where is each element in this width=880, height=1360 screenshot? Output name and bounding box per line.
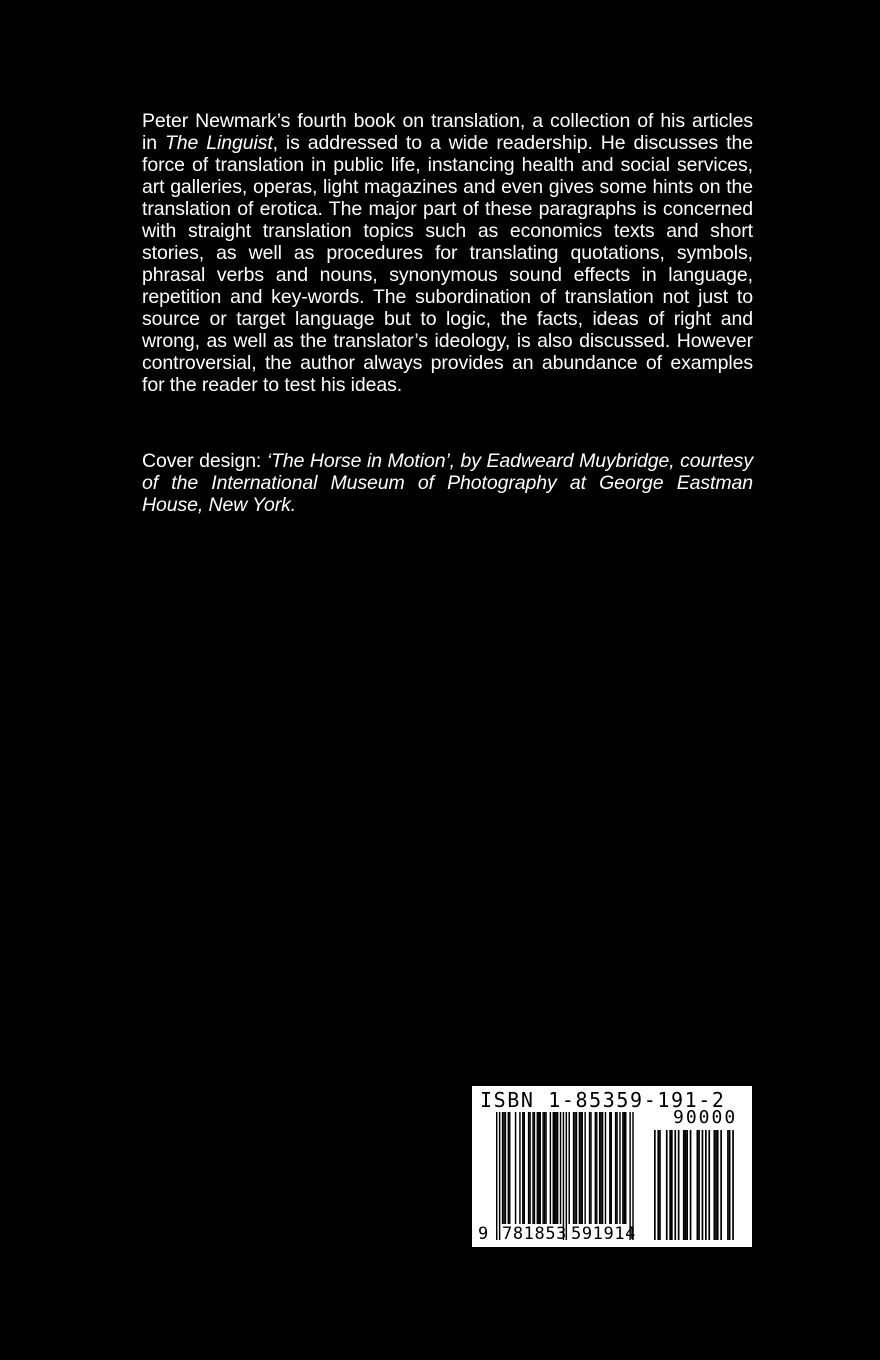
addon-bar bbox=[708, 1130, 710, 1240]
barcode-bar bbox=[576, 1112, 577, 1224]
barcode-bar bbox=[609, 1112, 610, 1224]
barcode-bar bbox=[499, 1112, 500, 1240]
barcode-bar bbox=[600, 1112, 601, 1224]
barcode-bar bbox=[557, 1112, 558, 1224]
addon-bar bbox=[686, 1130, 688, 1240]
ean-first-digit: 9 bbox=[478, 1224, 489, 1244]
ean-right-digits: 591914 bbox=[571, 1224, 637, 1244]
barcode-bar bbox=[584, 1112, 585, 1224]
addon-bar bbox=[715, 1130, 717, 1240]
addon-bar bbox=[698, 1130, 700, 1240]
addon-bar bbox=[720, 1130, 722, 1240]
cover-credit-label: Cover design: bbox=[142, 450, 267, 472]
addon-bar bbox=[732, 1130, 734, 1240]
barcode-bar bbox=[622, 1112, 623, 1224]
barcode-bar bbox=[582, 1112, 583, 1224]
addon-bar bbox=[705, 1130, 707, 1240]
addon-bar bbox=[685, 1130, 687, 1240]
barcode-bar bbox=[569, 1112, 570, 1224]
barcode-bar bbox=[580, 1112, 581, 1224]
barcode-bar bbox=[508, 1112, 509, 1224]
barcode-bar bbox=[590, 1112, 591, 1224]
barcode-bar bbox=[560, 1112, 561, 1224]
price-addon-number: 90000 bbox=[673, 1107, 738, 1128]
addon-bar bbox=[654, 1130, 656, 1240]
addon-bar bbox=[690, 1130, 692, 1240]
barcode-bar bbox=[528, 1112, 529, 1224]
addon-bar bbox=[666, 1130, 668, 1240]
barcode-bar bbox=[596, 1112, 597, 1224]
barcode-bar bbox=[496, 1112, 497, 1240]
journal-title: The Linguist bbox=[164, 132, 273, 154]
barcode-bar bbox=[566, 1112, 567, 1240]
addon-bar bbox=[683, 1130, 685, 1240]
addon-bar bbox=[671, 1130, 673, 1240]
cover-credit-text: ‘The Horse in Motion’, by Eadweard Muybridge, courtesy of the International Museum of Photography at George Eastman House, New York. bbox=[142, 450, 753, 516]
barcode-bar bbox=[509, 1112, 510, 1224]
barcode-bar bbox=[574, 1112, 575, 1224]
barcode-bar bbox=[540, 1112, 541, 1224]
barcode-bar bbox=[589, 1112, 590, 1224]
addon-bar bbox=[659, 1130, 661, 1240]
barcode-bar bbox=[595, 1112, 596, 1224]
barcode-bar bbox=[550, 1112, 551, 1224]
barcode-bar bbox=[619, 1112, 620, 1224]
barcode-bar bbox=[519, 1112, 520, 1224]
barcode-bar bbox=[502, 1112, 503, 1224]
isbn-barcode bbox=[472, 1086, 752, 1247]
isbn-number: ISBN 1-85359-191-2 bbox=[480, 1088, 726, 1112]
barcode-bar bbox=[529, 1112, 530, 1224]
barcode-bar bbox=[544, 1112, 545, 1224]
barcode-bar bbox=[602, 1112, 603, 1224]
barcode-bar bbox=[505, 1112, 506, 1224]
addon-bar bbox=[702, 1130, 704, 1240]
barcode-bar bbox=[563, 1112, 564, 1240]
addon-bar bbox=[717, 1130, 719, 1240]
description-text-start: Peter Newmark’s fourth book on translation, a collection of his articles in bbox=[142, 110, 753, 154]
barcode-bar bbox=[515, 1112, 516, 1224]
barcode-bar bbox=[554, 1112, 555, 1224]
description-text-rest: , is addressed to a wide readership. He discusses the force of translation in public life, instancing health and social services, art galleries, operas, light magazines and even gives some hints on the translation of erotica. The major part of these paragraphs is concerned with straight translation topics such as economics texts and short stories, as well as procedures for translating quotations, symbols, phrasal verbs and nouns, synonymous sound effects in language, repetition and key-words. The subordination of translation not just to source or target language but to logic, the facts, ideas of right and wrong, as well as the translator’s ideology, is also discussed. However controversial, the author always provides an abundance of examples for the reader to test his ideas. bbox=[142, 132, 753, 396]
barcode-bar bbox=[632, 1112, 633, 1240]
addon-bar bbox=[669, 1130, 671, 1240]
cover-design-credit bbox=[142, 450, 753, 516]
addon-bar bbox=[729, 1130, 731, 1240]
barcode-bar bbox=[534, 1112, 535, 1224]
barcode-bar bbox=[555, 1112, 556, 1224]
barcode-bar bbox=[503, 1112, 504, 1224]
barcode-bar bbox=[629, 1112, 630, 1240]
barcode-bar bbox=[616, 1112, 617, 1224]
barcode-bar bbox=[625, 1112, 626, 1224]
addon-bar bbox=[727, 1130, 729, 1240]
barcode-bar bbox=[605, 1112, 606, 1224]
barcode-bar bbox=[522, 1112, 523, 1224]
barcode-bar bbox=[573, 1112, 574, 1224]
addon-bar bbox=[674, 1130, 676, 1240]
ean-left-digits: 781853 bbox=[502, 1224, 568, 1244]
barcode-bar bbox=[538, 1112, 539, 1224]
barcode-bar bbox=[599, 1112, 600, 1224]
barcode-bar bbox=[524, 1112, 525, 1224]
barcode-bar bbox=[611, 1112, 612, 1224]
barcode-bar bbox=[532, 1112, 533, 1224]
barcode-bar bbox=[542, 1112, 543, 1224]
barcode-bar bbox=[579, 1112, 580, 1224]
barcode-bar bbox=[545, 1112, 546, 1224]
addon-bar bbox=[657, 1130, 659, 1240]
barcode-bar bbox=[615, 1112, 616, 1224]
addon-bar bbox=[697, 1130, 699, 1240]
barcode-bar bbox=[553, 1112, 554, 1224]
addon-bar bbox=[714, 1130, 716, 1240]
addon-bar bbox=[678, 1130, 680, 1240]
back-cover-description bbox=[142, 110, 753, 396]
barcode-bar bbox=[537, 1112, 538, 1224]
barcode-bar bbox=[624, 1112, 625, 1224]
